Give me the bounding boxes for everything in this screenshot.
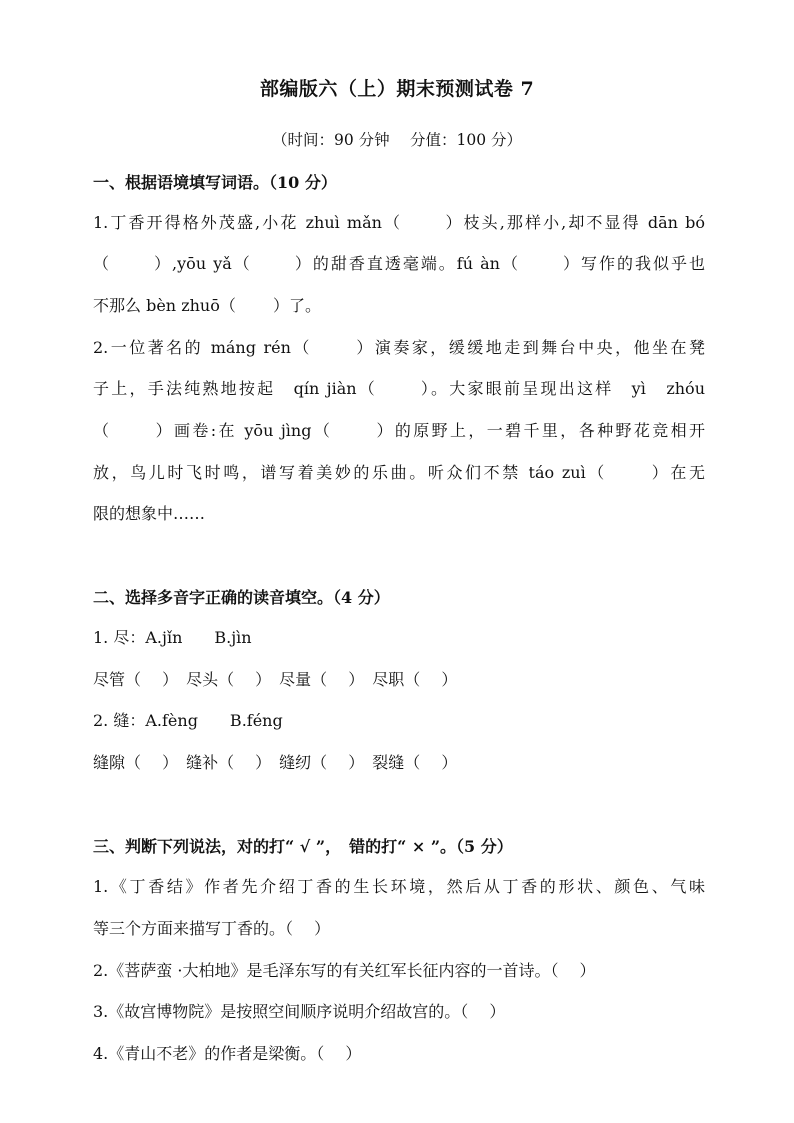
section-1-line-5: 子上，手法纯熟地按起 qín jiàn（ ）。大家眼前呈现出这样 yì zhóu [93,379,705,398]
section-3-line-2: 等三个方面来描写丁香的。（ ） [93,919,331,938]
section-1-line-4: 2.一位著名的 máng rén（ ）演奏家，缓缓地走到舞台中央，他坐在凳 [93,338,705,357]
section-3-heading: 三、判断下列说法，对的打“ √ ”， 错的打“ × ”。（5 分） [93,837,513,856]
section-3-line-3: 2.《菩萨蛮 ·大柏地》是毛泽东写的有关红军长征内容的一首诗。（ ） [93,961,596,980]
section-1-line-7: 放，鸟儿时飞时鸣，谱写着美妙的乐曲。听众们不禁 táo zuì（ ）在无 [93,463,705,482]
exam-title: 部编版六（上）期末预测试卷 7 [259,78,535,100]
section-2-line-3: 2. 缝：A.fèng B.féng [93,711,283,730]
section-3-line-4: 3.《故宫博物院》是按照空间顺序说明介绍故宫的。（ ） [93,1002,506,1021]
section-2-line-1: 1. 尽：A.jǐn B.jìn [93,628,252,647]
section-2-line-2: 尽管（ ） 尽头（ ） 尽量（ ） 尽职（ ） [93,670,458,689]
section-2-line-4: 缝隙（ ） 缝补（ ） 缝纫（ ） 裂缝（ ） [93,753,458,772]
section-2-heading: 二、选择多音字正确的读音填空。（4 分） [93,588,390,607]
section-1-line-6: （ ）画卷:在 yōu jìng（ ）的原野上，一碧千里，各种野花竞相开 [93,421,705,440]
section-1-heading: 一、根据语境填写词语。（10 分） [93,173,337,192]
section-1-line-3: 不那么 bèn zhuō（ ）了。 [93,296,321,315]
section-1-line-2: （ ）,yōu yǎ（ ）的甜香直透毫端。fú àn（ ）写作的我似乎也 [93,254,705,273]
section-1-line-8: 限的想象中…… [93,504,206,523]
section-3-line-1: 1.《丁香结》作者先介绍丁香的生长环境，然后从丁香的形状、颜色、气味 [93,877,705,896]
section-3-line-5: 4.《青山不老》的作者是梁衡。（ ） [93,1044,362,1063]
section-1-line-1: 1.丁香开得格外茂盛,小花 zhuì mǎn（ ）枝头,那样小,却不显得 dān bó [93,213,705,232]
exam-time-score: （时间：90 分钟 分值：100 分） [271,131,523,149]
